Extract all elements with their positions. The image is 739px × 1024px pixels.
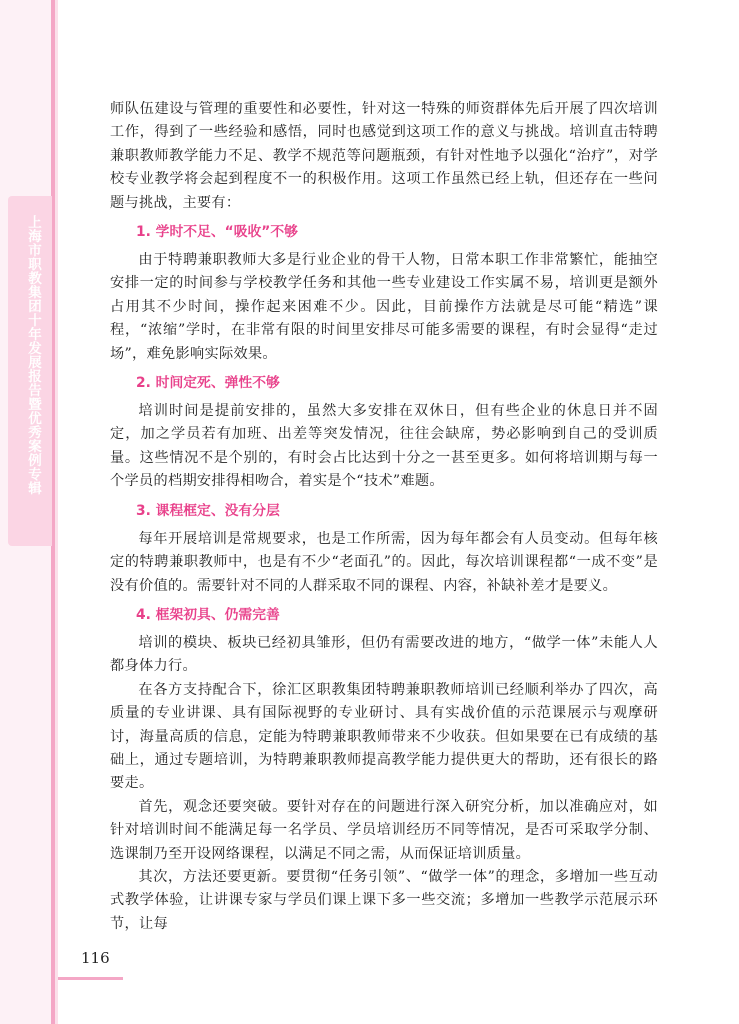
page-content	[110, 98, 658, 936]
section-heading-2: 2. 时间定死、弹性不够	[136, 375, 280, 392]
section-heading-1: 1. 学时不足、“吸收”不够	[136, 224, 298, 241]
section-1-paragraph-1: 由于特聘兼职教师大多是行业企业的骨干人物，日常本职工作非常繁忙，能抽空安排一定的时间参与学校教学任务和其他一些专业建设工作实属不易，培训更是额外占用其不少时间，操作起来困难不少。因此，目前操作方法就是尽可能“精选”课程，“浓缩”学时，在非常有限的时间里安排尽可能多需要的课程，有时会显得“走过场”，难免影响实际效果。	[110, 252, 658, 362]
section-4-paragraph-3: 首先，观念还要突破。要针对存在的问题进行深入研究分析，加以准确应对，如针对培训时间不能满足每一名学员、学员培训经历不同等情况，是否可采取学分制、选课制乃至开设网络课程，以满足不同之需，从而保证培训质量。	[110, 798, 658, 862]
section-4-paragraph-1: 培训的模块、板块已经初具雏形，但仍有需要改进的地方，“做学一体”未能人人都身体力行。	[110, 634, 658, 675]
page-number: 116	[81, 949, 110, 967]
section-4-paragraph-4: 其次，方法还要更新。要贯彻“任务引领”、“做学一体”的理念，多增加一些互动式教学体验，让讲课专家与学员们课上课下多一些交流；多增加一些教学示范展示环节，让每	[110, 868, 658, 932]
side-tab-title: 上海市职教集团十年发展报告暨优秀案例专辑	[25, 215, 41, 495]
section-heading-4: 4. 框架初具、仍需完善	[136, 606, 280, 623]
section-2-paragraph-1: 培训时间是提前安排的，虽然大多安排在双休日，但有些企业的休息日并不固定，加之学员若有加班、出差等突发情况，往往会缺席，势必影响到自己的受训质量。这些情况不是个别的，有时会占比达到十分之一甚至更多。如何将培训期与每一个学员的档期安排得相吻合，着实是个“技术”难题。	[110, 403, 658, 490]
intro-paragraph: 师队伍建设与管理的重要性和必要性，针对这一特殊的师资群体先后开展了四次培训工作，得到了一些经验和感悟，同时也感觉到这项工作的意义与挑战。培训直击特聘兼职教师教学能力不足、教学不规范等问题瓶颈，有针对性地予以强化“治疗”，对学校专业教学将会起到程度不一的积极作用。这项工作虽然已经上轨，但还存在一些问题与挑战，主要有：	[110, 101, 658, 211]
footer-accent-line	[58, 977, 123, 980]
rail-shadow	[55, 0, 58, 1024]
section-4-paragraph-2: 在各方支持配合下，徐汇区职教集团特聘兼职教师培训已经顺利举办了四次，高质量的专业讲课、具有国际视野的专业研讨、具有实战价值的示范课展示与观摩研讨，海量高质的信息，定能为特聘兼职教师带来不少收获。但如果要在已有成绩的基础上，通过专题培训，为特聘兼职教师提高教学能力提供更大的帮助，还有很长的路要走。	[110, 681, 658, 792]
section-heading-3: 3. 课程框定、没有分层	[136, 502, 280, 519]
section-3-paragraph-1: 每年开展培训是常规要求，也是工作所需，因为每年都会有人员变动。但每年核定的特聘兼职教师中，也是有不少“老面孔”的。因此，每次培训课程都“一成不变”是没有价值的。需要针对不同的人群采取不同的课程、内容，补缺补差才是要义。	[110, 530, 658, 594]
